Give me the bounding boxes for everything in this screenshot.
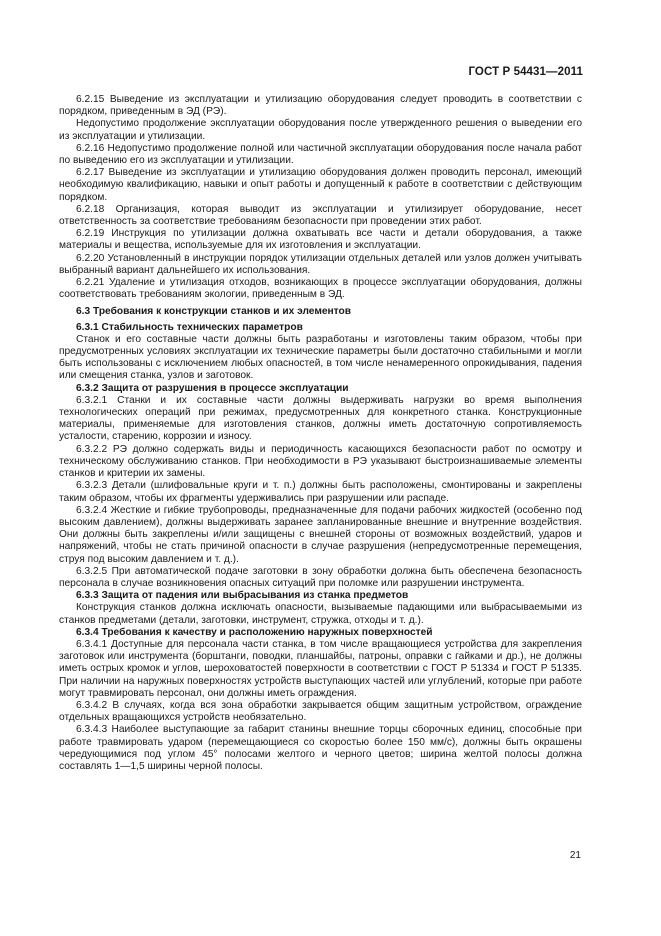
paragraph-6-2-16: 6.2.16 Недопустимо продолжение полной или частичной эксплуатации оборудования после начала работ по выведению его из эксплуатации и утилизации. bbox=[59, 142, 582, 167]
section-6-3-heading: 6.3 Требования к конструкции станков и их элементов bbox=[76, 306, 352, 318]
paragraph-6-3-4-1: 6.3.4.1 Доступные для персонала части станка, в том числе вращающиеся устройства для закрепления заготовок или инструмента (борштанги, поводки, планшайбы, патроны, оправки с гайками и др.), не должны иметь острых кромок и углов, шероховатостей поверхности в соответствии с ГОСТ Р 51334 и ГОСТ Р 51335. При наличии на наружных поверхностях устройств выступающих частей или углублений, которые при работе могут травмировать персонал, они должны иметь ограждения. bbox=[59, 638, 582, 699]
paragraph-6-3-2-5: 6.3.2.5 При автоматической подаче заготовки в зону обработки должна быть обеспечена безопасность персонала в случае возникновения опасных ситуаций при поломке или разрушении инструмента. bbox=[59, 565, 582, 589]
paragraph-6-3-2-1: 6.3.2.1 Станки и их составные части должны выдерживать нагрузки во время выполнения технологических операций при режимах, предусмотренных для конкретного станка. Конструкционные материалы, применяемые для изготовления станков, должны иметь достаточную сопротивляемость усталости, старению, коррозии и износу. bbox=[59, 394, 582, 443]
paragraph-6-2-15-note: Недопустимо продолжение эксплуатации оборудования после утвержденного решения о выведении его из эксплуатации и утилизации. bbox=[59, 118, 582, 142]
paragraph-6-3-2-3: 6.3.2.3 Детали (шлифовальные круги и т. п.) должны быть расположены, смонтированы и закреплены таким образом, чтобы их фрагменты удерживались при разрушении или распаде. bbox=[59, 480, 582, 504]
document-body bbox=[59, 94, 582, 773]
paragraph-6-2-20: 6.2.20 Установленный в инструкции порядок утилизации отдельных деталей или узлов должен учитывать выбранный вариант дальнейшего их использования. bbox=[59, 252, 582, 276]
paragraph-6-2-19: 6.2.19 Инструкция по утилизации должна охватывать все части и детали оборудования, а также материалы и вещества, используемые для их изготовления и эксплуатации. bbox=[59, 228, 582, 252]
document-code-header: ГОСТ Р 54431—2011 bbox=[468, 66, 583, 78]
section-6-3-2-heading: 6.3.2 Защита от разрушения в процессе эксплуатации bbox=[76, 382, 349, 394]
paragraph-6-3-1: Станок и его составные части должны быть разработаны и изготовлены таким образом, чтобы при предусмотренных условиях эксплуатации их технические параметры были достаточно стабильными и могли быть использованы с исключением любых опасностей, в том числе ненамеренного опрокидывания, падения или смещения станка, узлов и заготовок. bbox=[59, 333, 582, 382]
section-6-3-1-heading: 6.3.1 Стабильность технических параметров bbox=[76, 321, 303, 333]
section-6-3-3-heading: 6.3.3 Защита от падения или выбрасывания из станка предметов bbox=[76, 590, 409, 602]
paragraph-6-3-4-3: 6.3.4.3 Наиболее выступающие за габарит станины внешние торцы сборочных единиц, способные при работе травмировать ударом (перемещающиеся со скоростью более 150 мм/с), должны быть окрашены чередующимися под углом 45° полосами желтого и черного цветов; ширина желтой полосы должна составлять 1—1,5 ширины черной полосы. bbox=[59, 724, 582, 772]
paragraph-6-2-21: 6.2.21 Удаление и утилизация отходов, возникающих в процессе эксплуатации оборудования, должны соответствовать требованиям экологии, приведенным в ЭД. bbox=[59, 277, 582, 301]
page-number: 21 bbox=[569, 850, 581, 861]
section-6-3-4-heading: 6.3.4 Требования к качеству и расположению наружных поверхностей bbox=[76, 626, 433, 638]
paragraph-6-2-17: 6.2.17 Выведение из эксплуатации и утилизацию оборудования должен проводить персонал, имеющий необходимую квалификацию, навыки и опыт работы и допущенный к работе в соответствии с действующим порядком. bbox=[59, 167, 582, 203]
paragraph-6-3-3: Конструкция станков должна исключать опасности, вызываемые падающими или выбрасываемыми из станков предметами (детали, заготовки, инструмент, стружка, отходы и т. д.). bbox=[59, 602, 582, 626]
paragraph-6-3-2-4: 6.3.2.4 Жесткие и гибкие трубопроводы, предназначенные для подачи рабочих жидкостей (особенно под высоким давлением), должны выдерживать заранее запланированные внешние и внутренние воздействия. Они должны быть закреплены и/или защищены с внешней стороны от возможных воздействий, ударов и напряжений, чтобы не стать причиной опасности в случае разрушения (непредусмотренные перемещения, струя под высоким давлением и т. д.). bbox=[59, 504, 582, 565]
paragraph-6-3-4-2: 6.3.4.2 В случаях, когда вся зона обработки закрывается общим защитным устройством, ограждение отдельных вращающихся устройств необязательно. bbox=[59, 699, 582, 724]
paragraph-6-3-2-2: 6.3.2.2 РЭ должно содержать виды и периодичность касающихся безопасности работ по осмотру и техническому обслуживанию станков. При необходимости в РЭ указывают быстроизнашиваемые элементы станков и критерии их замены. bbox=[59, 443, 582, 480]
paragraph-6-2-18: 6.2.18 Организация, которая выводит из эксплуатации и утилизирует оборудование, несет ответственность за соответствие требованиям безопасности при проведении этих работ. bbox=[59, 203, 582, 228]
paragraph-6-2-15: 6.2.15 Выведение из эксплуатации и утилизацию оборудования следует проводить в соответствии с порядком, приведенным в ЭД (РЭ). bbox=[59, 94, 582, 118]
